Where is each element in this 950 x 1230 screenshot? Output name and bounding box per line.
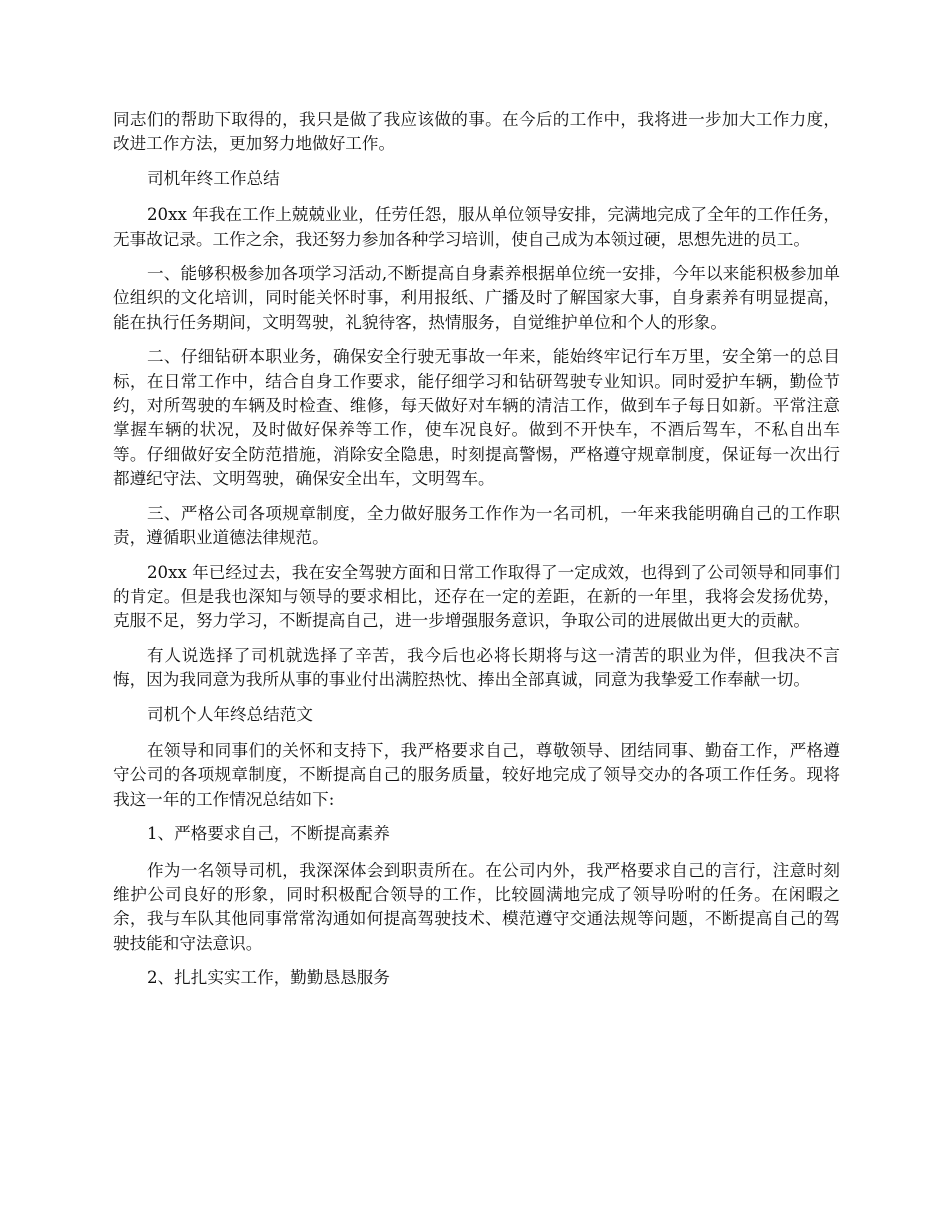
- document-page: [113, 108, 840, 1003]
- paragraph-intro: 20xx 年我在工作上兢兢业业，任劳任怨，服从单位领导安排，完满地完成了全年的工作任务，无事故记录。工作之余，我还努力参加各种学习培训，使自己成为本领过硬，思想先进的员工。: [113, 205, 840, 249]
- paragraph-point-two: 二、仔细钻研本职业务，确保安全行驶无事故一年来，能始终牢记行车万里，安全第一的总目标，在日常工作中，结合自身工作要求，能仔细学习和钻研驾驶专业知识。同时爱护车辆，勤俭节约，对所驾驶的车辆及时检查、维修，每天做好对车辆的清洁工作，做到车子每日如新。平常注意掌握车辆的状况，及时做好保养等工作，使车况良好。做到不开快车，不酒后驾车，不私自出车等。仔细做好安全防范措施，消除安全隐患，时刻提高警惕，严格遵守规章制度，保证每一次出行都遵纪守法、文明驾驶，确保安全出车，文明驾车。: [113, 347, 840, 489]
- paragraph-continuation: 同志们的帮助下取得的，我只是做了我应该做的事。在今后的工作中，我将进一步加大工作力度，改进工作方法，更加努力地做好工作。: [113, 110, 840, 154]
- subheading-strict-requirements: 1、严格要求自己，不断提高素养: [147, 824, 390, 844]
- section-title-personal-summary: 司机个人年终总结范文: [147, 704, 313, 724]
- paragraph-strict-requirements: 作为一名领导司机，我深深体会到职责所在。在公司内外，我严格要求自己的言行，注意时刻维护公司良好的形象，同时积极配合领导的工作，比较圆满地完成了领导吩咐的任务。在闲暇之余，我与车队其他同事常常沟通如何提高驾驶技术、模范遵守交通法规等问题，不断提高自己的驾驶技能和守法意识。: [113, 860, 840, 953]
- paragraph-commitment: 有人说选择了司机就选择了辛苦，我今后也必将长期将与这一清苦的职业为伴，但我决不言悔，因为我同意为我所从事的事业付出满腔热忱、捧出全部真诚，同意为我挚爱工作奉献一切。: [113, 645, 840, 690]
- paragraph-point-three: 三、严格公司各项规章制度，全力做好服务工作作为一名司机，一年来我能明确自己的工作职责，遵循职业道德法律规范。: [113, 503, 840, 548]
- paragraph-conclusion: 20xx 年已经过去，我在安全驾驶方面和日常工作取得了一定成效，也得到了公司领导和同事们的肯定。但是我也深知与领导的要求相比，还存在一定的差距，在新的一年里，我将会发扬优势，克服不足，努力学习，不断提高自己，进一步增强服务意识，争取公司的进展做出更大的贡献。: [113, 562, 840, 631]
- subheading-diligent-service: 2、扎扎实实工作，勤勤恳恳服务: [147, 968, 390, 988]
- paragraph-personal-intro: 在领导和同事们的关怀和支持下，我严格要求自己，尊敬领导、团结同事、勤奋工作，严格遵守公司的各项规章制度，不断提高自己的服务质量，较好地完成了领导交办的各项工作任务。现将我这一年的工作情况总结如下:: [113, 740, 840, 809]
- paragraph-point-one: 一、能够积极参加各项学习活动,不断提高自身素养根据单位统一安排，今年以来能积极参加单位组织的文化培训，同时能关怀时事，利用报纸、广播及时了解国家大事，自身素养有明显提高，能在执行任务期间，文明驾驶，礼貌待客，热情服务，自觉维护单位和个人的形象。: [113, 264, 840, 332]
- section-title-year-end-summary: 司机年终工作总结: [147, 168, 280, 188]
